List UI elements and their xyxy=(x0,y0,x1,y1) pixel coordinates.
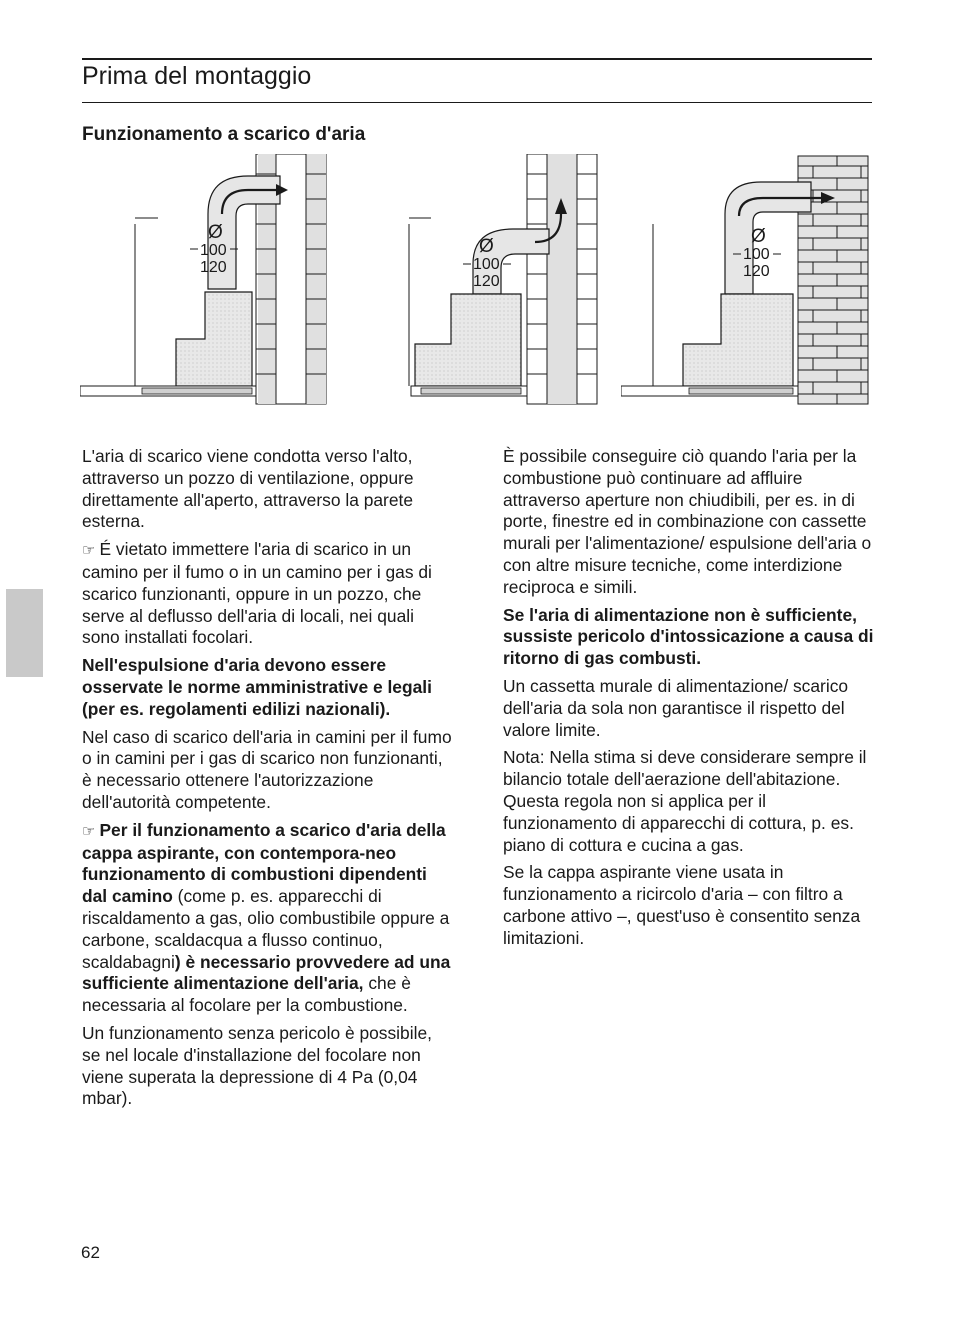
left-text-column xyxy=(82,446,454,1116)
bold-paragraph: Nell'espulsione d'aria devono essere osservate le norme amministrative e legali (per es. regolamenti edilizi nazionali). xyxy=(82,655,432,719)
paragraph: Un cassetta murale di alimentazione/ scarico dell'aria da sola non garantisce il rispetto del valore limite. xyxy=(503,675,849,740)
pointing-hand-icon: ☞ xyxy=(82,821,96,840)
warning-text: É vietato immettere l'aria di scarico in un camino per il fumo o in un camino per i gas di scarico funzionanti, oppure in un pozzo, che serve al deflusso dell'aria di locali, nei quali sono installati focolari. xyxy=(82,539,432,648)
diameter-symbol: Ø xyxy=(208,222,223,243)
paragraph: Un funzionamento senza pericolo è possibile, se nel locale d'installazione del focolare non viene superata la depressione di 4 Pa (0,04 mbar). xyxy=(82,1022,432,1109)
diameter-size-b: 120 xyxy=(200,259,227,276)
pointing-hand-icon: ☞ xyxy=(82,541,96,560)
diameter-size-b: 120 xyxy=(743,263,770,280)
warning-bold-text: ) è necessario provvedere ad una sufficiente alimentazione dell'aria, xyxy=(82,951,451,994)
diameter-size-a: 100 xyxy=(200,242,227,259)
diameter-symbol: Ø xyxy=(479,236,494,257)
diameter-size-b: 120 xyxy=(473,273,500,290)
warning-paragraph xyxy=(82,820,454,1017)
warning-bold-text: Per il funzionamento a scarico d'aria della cappa aspirante, con contempora-neo funzionamento di combustioni dipendenti dal camino xyxy=(82,819,446,907)
diagram-shaft-exhaust-1 xyxy=(80,154,330,406)
top-rule xyxy=(82,58,872,60)
right-text-column xyxy=(503,446,875,956)
diameter-symbol: Ø xyxy=(751,226,766,247)
title-underline xyxy=(82,102,872,103)
page-number: 62 xyxy=(81,1243,100,1262)
bold-paragraph: Se l'aria di alimentazione non è sufficiente, sussiste pericolo d'intossicazione a causa di ritorno di gas combusti. xyxy=(503,604,874,669)
section-title: Funzionamento a scarico d'aria xyxy=(82,124,366,145)
paragraph: L'aria di scarico viene condotta verso l'alto, attraverso un pozzo di ventilazione, oppure direttamente all'aperto, attraverso la parete esterna. xyxy=(82,446,414,532)
paragraph: Nel caso di scarico dell'aria in camini per il fumo o in camini per i gas di scarico non funzionanti, è necessario ottenere l'autorizzazione dell'autorità competente. xyxy=(82,726,452,812)
paragraph: È possibile conseguire ciò quando l'aria per la combustione può continuare ad affluire attraverso aperture non chiudibili, per es. in di porte, finestre ed in combinazione con cassette murali per l'alimentazione/ espulsione dell'aria o con altre misure tecniche, come interdizione reciproca e simili. xyxy=(503,446,872,597)
diameter-size-a: 100 xyxy=(473,256,500,273)
diameter-size-a: 100 xyxy=(743,246,770,263)
paragraph: Nota: Nella stima si deve considerare sempre il bilancio totale dell'aerazione dell'abitazione. Questa regola non si applica per il funzionamento di apparecchi di cottura, p. es. piano di cottura e cucina a gas. xyxy=(503,747,867,855)
warning-paragraph xyxy=(82,539,454,649)
diagram-wall-exhaust xyxy=(621,154,871,406)
paragraph: Se la cappa aspirante viene usata in funzionamento a ricircolo d'aria – con filtro a carbone attivo –, quest'uso è consentito senza limitazioni. xyxy=(503,862,861,948)
diagram-shaft-exhaust-2 xyxy=(351,154,601,406)
page-title: Prima del montaggio xyxy=(82,62,312,90)
warning-text: che è necessaria al focolare per la combustione. xyxy=(82,973,411,1016)
warning-text: (come p. es. apparecchi di riscaldamento a gas, olio combustibile oppure a carbone, scaldacqua a flusso continuo, scaldabagni xyxy=(82,886,450,972)
chapter-side-tab xyxy=(6,589,43,677)
